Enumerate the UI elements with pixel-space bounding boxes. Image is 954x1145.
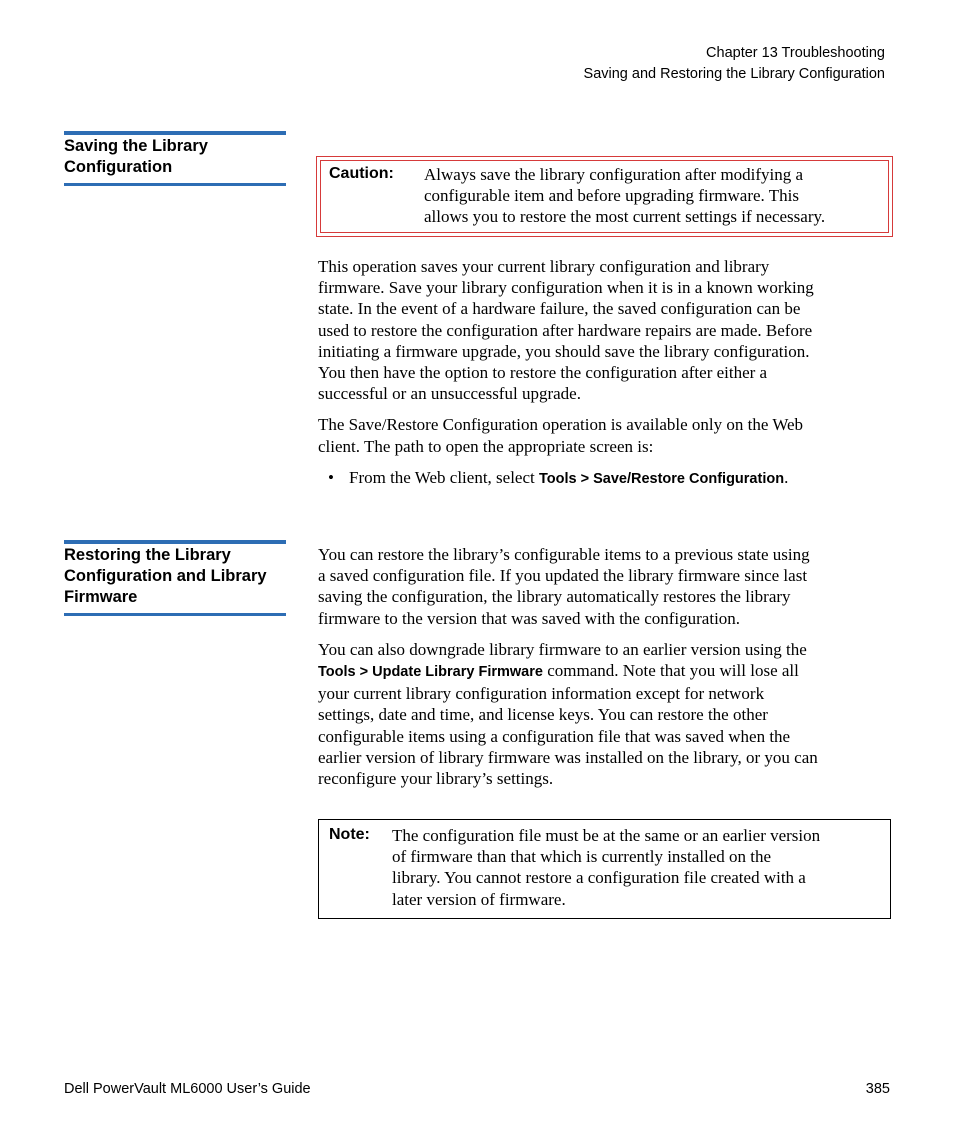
heading-line: Firmware [64,588,138,606]
bullet-suffix: . [784,467,789,487]
text-line: used to restore the configuration after hardware repairs are made. Before [318,320,813,340]
note-label: Note: [329,826,370,843]
note-text [392,825,887,910]
caution-box [316,156,893,237]
text-line: settings, date and time, and license keys. You can restore the other [318,705,768,725]
section2-body [318,544,890,799]
caution-line: allows you to restore the most current settings if necessary. [424,207,826,227]
bullet-text: From the Web client, select [349,467,539,487]
text-line: saving the configuration, the library automatically restores the library [318,587,791,607]
paragraph [318,414,890,456]
footer-title: Dell PowerVault ML6000 User’s Guide [64,1081,311,1097]
text-line: You can restore the library’s configurable items to a previous state using [318,545,810,564]
caution-label: Caution: [329,165,394,182]
text-line: You can also downgrade library firmware to an earlier version using the [318,639,807,659]
menu-path: Tools > Save/Restore Configuration [539,470,785,487]
text-line: initiating a firmware upgrade, you should save the library configuration. [318,341,810,361]
paragraph [318,639,890,789]
text-line [318,660,890,683]
section-heading-restoring [64,540,286,616]
text-line: your current library configuration information except for network [318,684,765,704]
heading-line: Configuration [64,158,173,176]
text-line: firmware to the version that was saved with the configuration. [318,608,741,628]
bullet-list [318,467,890,490]
note-box [318,819,891,919]
page-number: 385 [865,1081,890,1097]
section1-body [318,256,890,490]
text-line: state. In the event of a hardware failure, the saved configuration can be [318,299,801,319]
menu-path: Tools > Update Library Firmware [318,664,543,681]
section-title: Saving and Restoring the Library Configuration [583,66,885,82]
section-heading-saving [64,131,286,186]
heading-line: Configuration and Library [64,567,267,585]
text-line: You then have the option to restore the configuration after either a [318,363,768,383]
text-line: The Save/Restore Configuration operation is available only on the Web [318,415,804,435]
chapter-title: Chapter 13 Troubleshooting [706,45,885,61]
heading-line: Restoring the Library [64,546,231,564]
note-line: later version of firmware. [392,889,566,909]
caution-line: Always save the library configuration after modifying a [424,165,804,184]
text-line: reconfigure your library’s settings. [318,769,554,789]
paragraph [318,256,890,404]
note-line: The configuration file must be at the same or an earlier version [392,826,821,845]
running-header [584,43,885,85]
text-line: This operation saves your current library configuration and library [318,257,770,276]
text-line: earlier version of library firmware was installed on the library, or you can [318,747,818,767]
paragraph [318,544,890,629]
bullet-icon: • [328,467,334,487]
list-item [318,467,890,490]
text-line: configurable items using a configuration file that was saved when the [318,726,791,746]
caution-text [424,164,894,228]
text-line: successful or an unsuccessful upgrade. [318,384,581,404]
text-fragment: command. Note that you will lose all [542,661,799,681]
text-line: client. The path to open the appropriate screen is: [318,436,654,456]
note-line: library. You cannot restore a configuration file created with a [392,868,806,888]
heading-line: Saving the Library [64,137,208,155]
text-line: firmware. Save your library configuration when it is in a known working [318,278,814,298]
note-line: of firmware than that which is currently installed on the [392,847,772,867]
text-line: a saved configuration file. If you updated the library firmware since last [318,566,808,586]
caution-line: configurable item and before upgrading firmware. This [424,186,799,206]
